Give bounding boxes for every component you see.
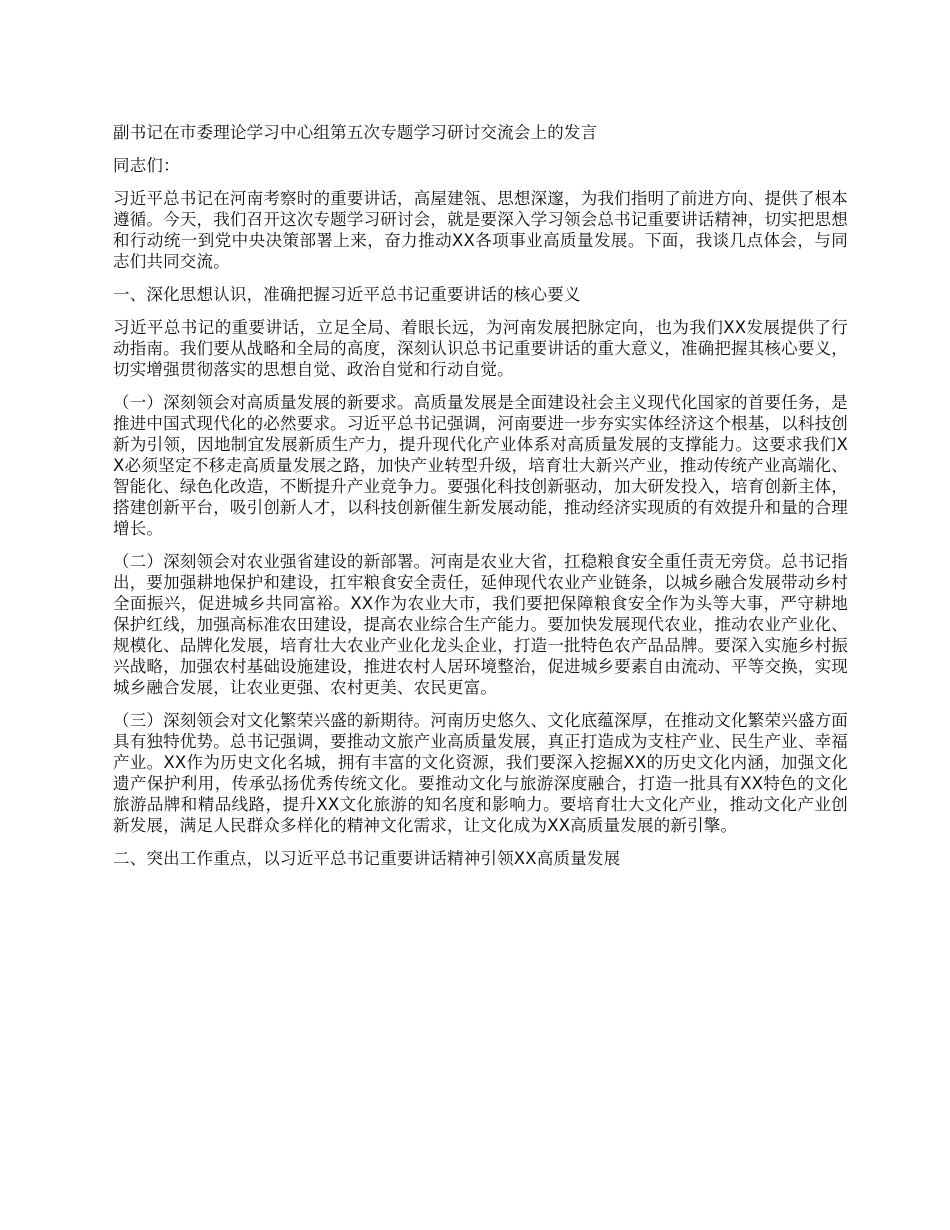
intro-paragraph: 习近平总书记在河南考察时的重要讲话，高屋建瓴、思想深邃，为我们指明了前进方向、提供了根本遵循。今天，我们召开这次专题学习研讨会，就是要深入学习领会总书记重要讲话精神，切实把思想和行动统一到党中央决策部署上来，奋力推动XX各项事业高质量发展。下面，我谈几点体会，与同志们共同交流。 (113, 189, 848, 271)
section-1-paragraph: 习近平总书记的重要讲话，立足全局、着眼长远，为河南发展把脉定向，也为我们XX发展提供了行动指南。我们要从战略和全局的高度，深刻认识总书记重要讲话的重大意义，准确把握其核心要义，切实增强贯彻落实的思想自觉、政治自觉和行动自觉。 (113, 318, 848, 379)
document-body (113, 122, 848, 881)
subsection-3-paragraph: （三）深刻领会对文化繁荣兴盛的新期待。河南历史悠久、文化底蕴深厚，在推动文化繁荣兴盛方面具有独特优势。总书记强调，要推动文旅产业高质量发展，真正打造成为支柱产业、民生产业、幸福产业。XX作为历史文化名城，拥有丰富的文化资源，我们要深入挖掘XX的历史文化内涵，加强文化遗产保护利用，传承弘扬优秀传统文化。要推动文化与旅游深度融合，打造一批具有XX特色的文化旅游品牌和精品线路，提升XX文化旅游的知名度和影响力。要培育壮大文化产业，推动文化产业创新发展，满足人民群众多样化的精神文化需求，让文化成为XX高质量发展的新引擎。 (113, 711, 848, 835)
document-title: 副书记在市委理论学习中心组第五次专题学习研讨交流会上的发言 (113, 123, 598, 142)
salutation: 同志们： (113, 156, 180, 175)
subsection-2-paragraph: （二）深刻领会对农业强省建设的新部署。河南是农业大省，扛稳粮食安全重任责无旁贷。总书记指出，要加强耕地保护和建设，扛牢粮食安全责任，延伸现代农业产业链条，以城乡融合发展带动乡村全面振兴，促进城乡共同富裕。XX作为农业大市，我们要把保障粮食安全作为头等大事，严守耕地保护红线，加强高标准农田建设，提高农业综合生产能力。要加快发展现代农业，推动农业产业化、规模化、品牌化发展，培育壮大农业产业化龙头企业，打造一批特色农产品品牌。要深入实施乡村振兴战略，加强农村基础设施建设，推进农村人居环境整治，促进城乡要素自由流动、平等交换，实现城乡融合发展，让农业更强、农村更美、农民更富。 (113, 552, 848, 697)
subsection-1-paragraph: （一）深刻领会对高质量发展的新要求。高质量发展是全面建设社会主义现代化国家的首要任务，是推进中国式现代化的必然要求。习近平总书记强调，河南要进一步夯实实体经济这个根基，以科技创新为引领，因地制宜发展新质生产力，提升现代化产业体系对高质量发展的支撑能力。这要求我们XX必须坚定不移走高质量发展之路，加快产业转型升级，培育壮大新兴产业，推动传统产业高端化、智能化、绿色化改造，不断提升产业竞争力。要强化科技创新驱动，加大研发投入，培育创新主体，搭建创新平台，吸引创新人才，以科技创新催生新发展动能，推动经济实现质的有效提升和量的合理增长。 (113, 393, 848, 538)
section-heading-1: 一、深化思想认识，准确把握习近平总书记重要讲话的核心要义 (113, 285, 581, 304)
section-heading-2: 二、突出工作重点，以习近平总书记重要讲话精神引领XX高质量发展 (113, 849, 621, 868)
